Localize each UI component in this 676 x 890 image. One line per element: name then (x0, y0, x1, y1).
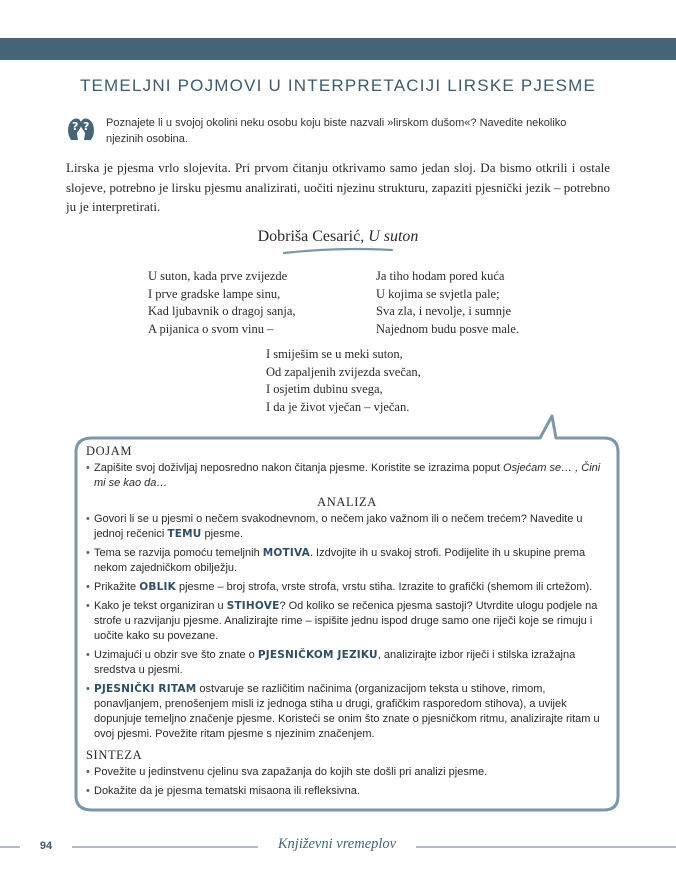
bullet-icon: • (86, 683, 90, 695)
bullet-icon: • (86, 513, 90, 525)
verse-line: I osjetim dubinu svega, (266, 382, 383, 396)
bullet-icon: • (86, 649, 90, 661)
list-item: • Prikažite OBLIK pjesme – broj strofa, vrste strofa, vrstu stiha. Izrazite to grafički (shemom ili crtežom). (86, 581, 593, 593)
list-item: • PJESNIČKI RITAM ostvaruje se različitim načinima (organizacijom teksta u stihove, rimom, ponavljanjem, prenošenjem misli iz jednoga stiha u drugi, grafičkim rasporedom stihova), a uvijek dopunjuje temeljno značenje pjesme. Koristeći se onim što znate o pjesničkom ritmu, analizirajte ritam u ovoj pjesmi. Povežite ritam pjesme s njezinim značenjem. (86, 683, 600, 740)
verse-line: A pijanica o svom vinu – (148, 321, 274, 336)
list-item: • Dokažite da je pjesma tematski misaona ili refleksivna. (86, 785, 360, 797)
intro-paragraph: Lirska je pjesma vrlo slojevita. Pri prvom čitanju otkrivamo samo jedan sloj. Da bismo otkrili i ostale slojeve, potrebno je lirsku pjesmu analizirati, uočiti njezinu strukturu, zapaziti pjesnički jezik – potrebno ju je interpretirati. (66, 160, 610, 214)
verse-line: Kad ljubavnik o dragoj sanja, (148, 304, 296, 318)
list-item: • Tema se razvija pomoću temeljnih MOTIVA. Izdvojite ih u svakoj strofi. Podijelite ih u skupine prema nekom zajedničkom obilježju. (86, 547, 586, 574)
svg-text:?: ? (72, 120, 79, 133)
analiza-heading: ANALIZA (317, 495, 377, 509)
dojam-heading: DOJAM (86, 444, 133, 458)
poem-title: U suton (368, 228, 419, 245)
verse-line: U suton, kada prve zvijezde (148, 269, 288, 283)
keyword: STIHOVE (226, 600, 280, 612)
bullet-icon: • (86, 462, 90, 474)
keyword: OBLIK (139, 581, 176, 593)
verse-line: Od zapaljenih zvijezda svečan, (266, 364, 421, 379)
keyword: MOTIVA (262, 547, 310, 559)
verse-line: Najednom budu posve male. (376, 321, 520, 336)
verse-line: I prve gradske lampe sinu, (148, 286, 281, 301)
verse-line: U kojima se svjetla pale; (376, 286, 500, 301)
svg-text:?: ? (83, 120, 90, 133)
bullet-icon: • (86, 766, 90, 778)
keyword: PJESNIČKI RITAM (94, 683, 197, 695)
page-title: TEMELJNI POJMOVI U INTERPRETACIJI LIRSKE PJESME (79, 76, 597, 95)
intro-question: Poznajete li u svojoj okolini neku osobu koju biste nazvali »lirskom dušom«? Navedite nekoliko njezinih osobina. (106, 117, 567, 145)
page-number: 94 (20, 840, 72, 852)
bullet-icon: • (86, 600, 90, 612)
bullet-icon: • (86, 547, 90, 559)
list-item: • Zapišite svoj doživljaj neposredno nakon čitanja pjesme. Koristite se izrazima poput Osjećam se… , Čini mi se kao da… (86, 462, 601, 489)
poem-author: Dobriša Cesarić, (257, 228, 365, 245)
task-box (86, 444, 608, 803)
sinteza-heading: SINTEZA (86, 748, 143, 762)
bullet-icon: • (86, 785, 90, 797)
list-item: • Povežite u jedinstvenu cjelinu sva zapažanja do kojih ste došli pri analizi pjesme. (86, 766, 488, 778)
keyword: TEMU (167, 528, 202, 540)
book-title: Književni vremeplov (258, 836, 416, 853)
verse-line: Ja tiho hodam pored kuća (376, 269, 505, 283)
verse-line: I da je život vječan – vječan. (266, 399, 410, 414)
bullet-icon: • (86, 581, 90, 593)
verse-line: Sva zla, i nevolje, i sumnje (376, 304, 512, 318)
list-item: • Kako je tekst organiziran u STIHOVE? Od koliko se rečenica pjesma sastoji? Utvrdite ulogu podjele na strofe u razvijanju pjesme. Analizirajte rime – ispišite jednu ispod druge samo one riječi koje se rimuju i uočite kako su povezane. (86, 600, 598, 642)
keyword: PJESNIČKOM JEZIKU (257, 649, 378, 661)
list-item: • Uzimajući u obzir sve što znate o PJESNIČKOM JEZIKU, analizirajte izbor riječi i stilska izražajna sredstva u pjesmi. (86, 649, 576, 676)
list-item: • Govori li se u pjesmi o nečem svakodnevnom, o nečem jako važnom ili o nečem trećem? Navedite u jednoj rečenici TEMU pjesme. (86, 513, 583, 540)
verse-line: I smiješim se u meki suton, (266, 347, 403, 361)
